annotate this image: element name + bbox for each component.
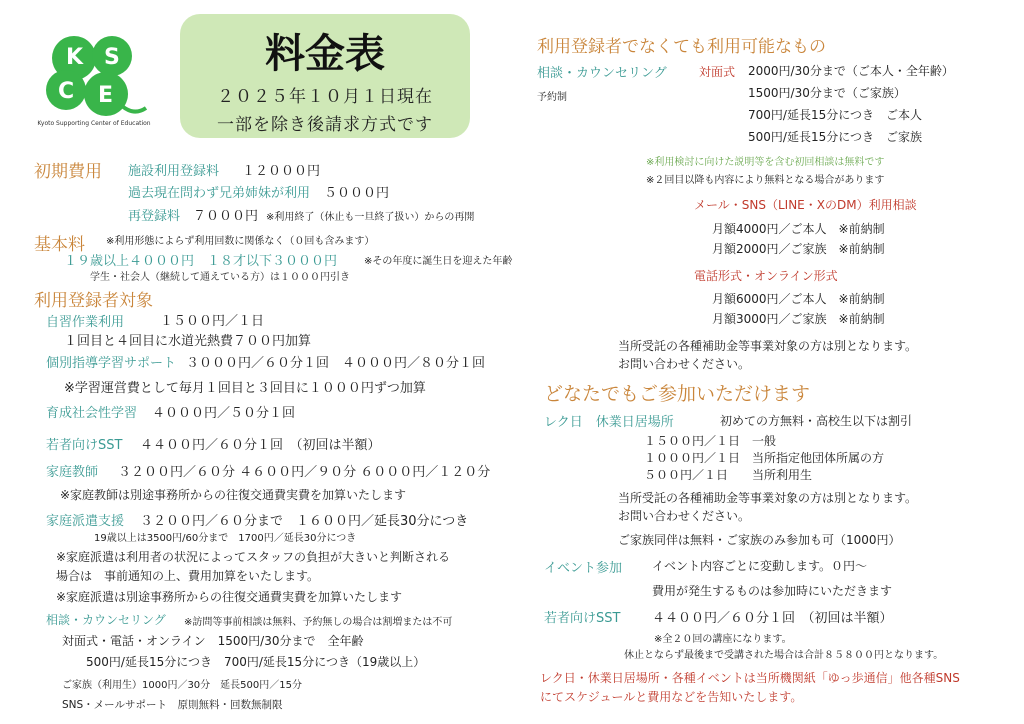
nonmember-price-1: 2000円/30分まで（ご本人・全年齢） bbox=[748, 64, 954, 78]
logo-letter-s: S bbox=[104, 45, 120, 70]
footer-notice-1: レク日・休業日居場所・各種イベントは当所機関紙「ゆっ歩通信」他各種SNS bbox=[540, 671, 960, 685]
self-study-label: 自習作業利用 bbox=[46, 315, 125, 330]
phone-price-family: 月額3000円／ご家族 ※前納制 bbox=[712, 312, 885, 326]
dispatch-note-3: ※家庭派遣は別途事務所からの往復交通費実費を加算いたします bbox=[56, 590, 403, 604]
individual-label: 個別指導学習サポート bbox=[46, 356, 177, 371]
basic-fee-note: ※利用形態によらず利用回数に関係なく（０回も含みます） bbox=[106, 236, 375, 247]
page-title: 料金表 bbox=[265, 31, 385, 77]
counsel-row-3: ご家族（利用生）1000円／30分 延長500円／15分 bbox=[62, 680, 302, 691]
counsel-label: 相談・カウンセリング bbox=[46, 613, 166, 627]
face-to-face-label: 対面式 bbox=[699, 65, 736, 79]
dispatch-price: ３２００円／６０分まで １６００円／延長30分につき bbox=[140, 514, 469, 529]
basic-fee-heading: 基本料 bbox=[34, 235, 85, 255]
mail-price-self: 月額4000円／ご本人 ※前納制 bbox=[712, 222, 885, 236]
as-of-date: ２０２５年１０月１日現在 bbox=[217, 87, 433, 107]
mail-sns-heading: メール・SNS（LINE・XのDM）利用相談 bbox=[694, 198, 917, 212]
logo-tagline: Kyoto Supporting Center of Education bbox=[37, 120, 151, 127]
dispatch-note-1: ※家庭派遣は利用者の状況によってスタッフの負担が大きいと判断される bbox=[56, 550, 451, 564]
billing-note: 一部を除き後請求方式です bbox=[217, 115, 433, 135]
nonmember-counsel-label: 相談・カウンセリング bbox=[537, 66, 667, 81]
nonmember-price-3: 700円/延長15分につき ご本人 bbox=[748, 108, 922, 122]
sst-label: 若者向けSST bbox=[46, 438, 123, 453]
dispatch-note-2: 場合は 事前通知の上、費用加算をいたします。 bbox=[56, 569, 320, 583]
counsel-row-1: 対面式・電話・オンライン 1500円/30分まで 全年齢 bbox=[62, 634, 364, 648]
sst-price: ４４００円／６０分１回 （初回は半額） bbox=[140, 438, 381, 453]
sst-total-note: 休止とならず最後まで受講された場合は合計８５８００円となります。 bbox=[624, 650, 944, 661]
anyone-subsidy-1: 当所受託の各種補助金等事業対象の方は別となります。 bbox=[618, 491, 918, 505]
dispatch-adult-price: 19歳以上は3500円/60分まで 1700円／延長30分につき bbox=[94, 533, 357, 544]
student-discount: 学生・社会人（継続して通えている方）は１０００円引き bbox=[90, 272, 350, 283]
social-price: ４０００円／５０分１回 bbox=[152, 406, 296, 421]
second-consult-note: ※２回目以降も内容により無料となる場合があります bbox=[646, 175, 885, 186]
family-participation: ご家族同伴は無料・ご家族のみ参加も可（1000円） bbox=[618, 533, 901, 547]
phone-online-heading: 電話形式・オンライン形式 bbox=[694, 269, 838, 283]
anyone-subsidy-2: お問い合わせください。 bbox=[618, 509, 751, 523]
counsel-note: ※訪問等事前相談は無料、予約無しの場合は割増または不可 bbox=[184, 617, 453, 628]
nonmember-price-4: 500円/延長15分につき ご家族 bbox=[748, 130, 922, 144]
rec-day-label: レク日 休業日居場所 bbox=[544, 415, 674, 430]
counsel-row-4: SNS・メールサポート 原則無料・回数無制限 bbox=[62, 699, 283, 711]
sst-course-note: ※全２０回の講座になります。 bbox=[654, 634, 792, 645]
nonmember-price-2: 1500円/30分まで（ご家族） bbox=[748, 86, 906, 100]
reregistration-note: ※利用終了（休止も一旦終了扱い）からの再開 bbox=[266, 212, 475, 223]
anyone-sst-label: 若者向けSST bbox=[544, 611, 621, 626]
reregistration-label: 再登録料 bbox=[128, 209, 181, 224]
event-text: イベント内容ごとに変動します。０円〜 bbox=[652, 559, 868, 573]
facility-registration-label: 施設利用登録料 bbox=[128, 164, 220, 179]
event-label: イベント参加 bbox=[544, 561, 623, 576]
counsel-row-2: 500円/延長15分につき 700円/延長15分につき（19歳以上） bbox=[86, 655, 426, 669]
dispatch-label: 家庭派遣支援 bbox=[46, 514, 125, 529]
anyone-sst-price: ４４００円／６０分１回 （初回は半額） bbox=[652, 611, 893, 626]
tutor-price: ３２００円／６０分 ４６００円／９０分 ６０００円／１２０分 bbox=[118, 465, 491, 480]
anyone-heading: どなたでもご参加いただけます bbox=[544, 383, 811, 405]
basic-fee-age-note: ※その年度に誕生日を迎えた年齢 bbox=[364, 256, 513, 267]
reregistration-price: ７０００円 bbox=[193, 209, 259, 224]
basic-fee-price: １９歳以上４０００円 １８才以下３０００円 bbox=[64, 254, 338, 269]
rec-price-general: １５００円／１日 一般 bbox=[644, 434, 777, 448]
nonmember-heading: 利用登録者でなくても利用可能なもの bbox=[537, 37, 826, 57]
kscE-clover-logo bbox=[34, 28, 154, 128]
rec-day-note: 初めての方無料・高校生以下は割引 bbox=[720, 414, 913, 428]
nonmember-subsidy-1: 当所受託の各種補助金等事業対象の方は別となります。 bbox=[618, 339, 918, 353]
self-study-note: １回目と４回目に水道光熱費７００円加算 bbox=[64, 334, 312, 349]
rec-price-affiliated: １０００円／１日 当所指定他団体所属の方 bbox=[644, 451, 885, 465]
initial-fee-heading: 初期費用 bbox=[34, 162, 102, 182]
individual-price: ３０００円／６０分１回 ４０００円／８０分１回 bbox=[186, 356, 486, 371]
logo-letter-e: E bbox=[98, 83, 114, 108]
rec-price-student: ５００円／１日 当所利用生 bbox=[644, 468, 813, 482]
individual-note: ※学習運営費として毎月１回目と３回目に１０００円ずつ加算 bbox=[64, 381, 426, 396]
tutor-note: ※家庭教師は別途事務所からの往復交通費実費を加算いたします bbox=[60, 488, 407, 502]
tutor-label: 家庭教師 bbox=[46, 465, 99, 480]
member-heading: 利用登録者対象 bbox=[34, 291, 153, 311]
sibling-label: 過去現在問わず兄弟姉妹が利用 bbox=[128, 186, 311, 201]
logo-letter-c: C bbox=[58, 79, 75, 104]
footer-notice-2: にてスケジュールと費用などを告知いたします。 bbox=[540, 690, 803, 704]
social-label: 育成社会性学習 bbox=[46, 406, 138, 421]
sibling-price: ５０００円 bbox=[324, 186, 390, 201]
event-note: 費用が発生するものは参加時にいただきます bbox=[652, 584, 893, 598]
self-study-price: １５００円／１日 bbox=[160, 314, 265, 329]
clover-stem bbox=[122, 106, 146, 112]
reservation-label: 予約制 bbox=[537, 92, 567, 103]
logo-letter-k: K bbox=[66, 45, 84, 70]
nonmember-subsidy-2: お問い合わせください。 bbox=[618, 357, 751, 371]
phone-price-self: 月額6000円／ご本人 ※前納制 bbox=[712, 292, 885, 306]
facility-registration-price: １２０００円 bbox=[242, 164, 321, 179]
mail-price-family: 月額2000円／ご家族 ※前納制 bbox=[712, 242, 885, 256]
first-consult-free-note: ※利用検討に向けた説明等を含む初回相談は無料です bbox=[646, 157, 885, 168]
